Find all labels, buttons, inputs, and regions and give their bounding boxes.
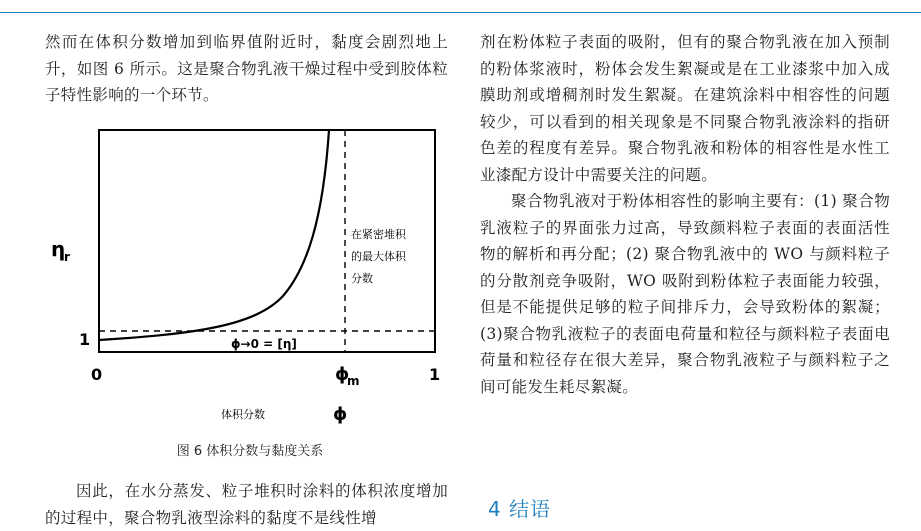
right-column [480, 29, 890, 400]
limit-label: ϕ→0 = [η] [231, 337, 297, 351]
right-paragraph-2: 聚合物乳液对于粉体相容性的影响主要有：(1) 聚合物乳液粒子的界面张力过高，导致颜料粒子表面的表面活性物的解析和再分配；(2) 聚合物乳液中的 WO 与颜料粒子的分散剂竞争吸附，WO 吸附到粉体粒子表面能力较强，但是不能提供足够的粒子间排斥力，会导致粉体的絮凝；(3)聚合物乳液粒子的表面电荷量和粒径与颜料粒子表面电荷量和粒径存在很大差异，聚合物乳液粒子与颜料粒子之间可能发生耗尽絮凝。 [480, 192, 890, 396]
x-tick-phi-m-sub: m [347, 374, 360, 388]
left-column [45, 29, 448, 109]
viscosity-plot [45, 120, 455, 430]
x-axis-title: 体积分数 [221, 408, 265, 421]
x-tick-phi-m: ϕ [335, 364, 350, 385]
x-axis-symbol: ϕ [333, 404, 348, 425]
left-paragraph-1: 然而在体积分数增加到临界值附近时，黏度会剧烈地上升，如图 6 所示。这是聚合物乳液干燥过程中受到胶体粒子特性影响的一个环节。 [45, 33, 448, 104]
annotation-line-2: 的最大体积 [351, 250, 406, 263]
viscosity-curve [99, 130, 329, 340]
left-column-bottom [45, 478, 448, 531]
annotation-line-3: 分数 [351, 272, 373, 285]
left-paragraph-2: 因此，在水分蒸发、粒子堆积时涂料的体积浓度增加的过程中，聚合物乳液型涂料的黏度不是线性增 [45, 482, 448, 527]
header-rule [0, 12, 921, 13]
y-axis-label-sub: r [64, 250, 70, 264]
annotation-line-1: 在紧密堆积 [351, 228, 406, 241]
plot-frame [99, 130, 435, 352]
figure-6 [45, 120, 455, 465]
x-tick-one: 1 [429, 365, 441, 384]
y-axis-label: η [51, 237, 66, 261]
x-tick-zero: 0 [91, 365, 103, 384]
y-tick-one: 1 [79, 330, 91, 349]
right-paragraph-1: 剂在粉体粒子表面的吸附，但有的聚合物乳液在加入预制的粉体浆液时，粉体会发生絮凝或是在工业漆浆中加入成膜助剂或增稠剂时发生絮凝。在建筑涂料中相容性的问题较少，可以看到的相关现象是不同聚合物乳液涂料的指研色差的程度有差异。聚合物乳液和粉体的相容性是水性工业漆配方设计中需要关注的问题。 [480, 33, 890, 184]
section-heading: 4 结语 [488, 497, 552, 521]
figure-caption: 图 6 体积分数与黏度关系 [176, 444, 324, 459]
